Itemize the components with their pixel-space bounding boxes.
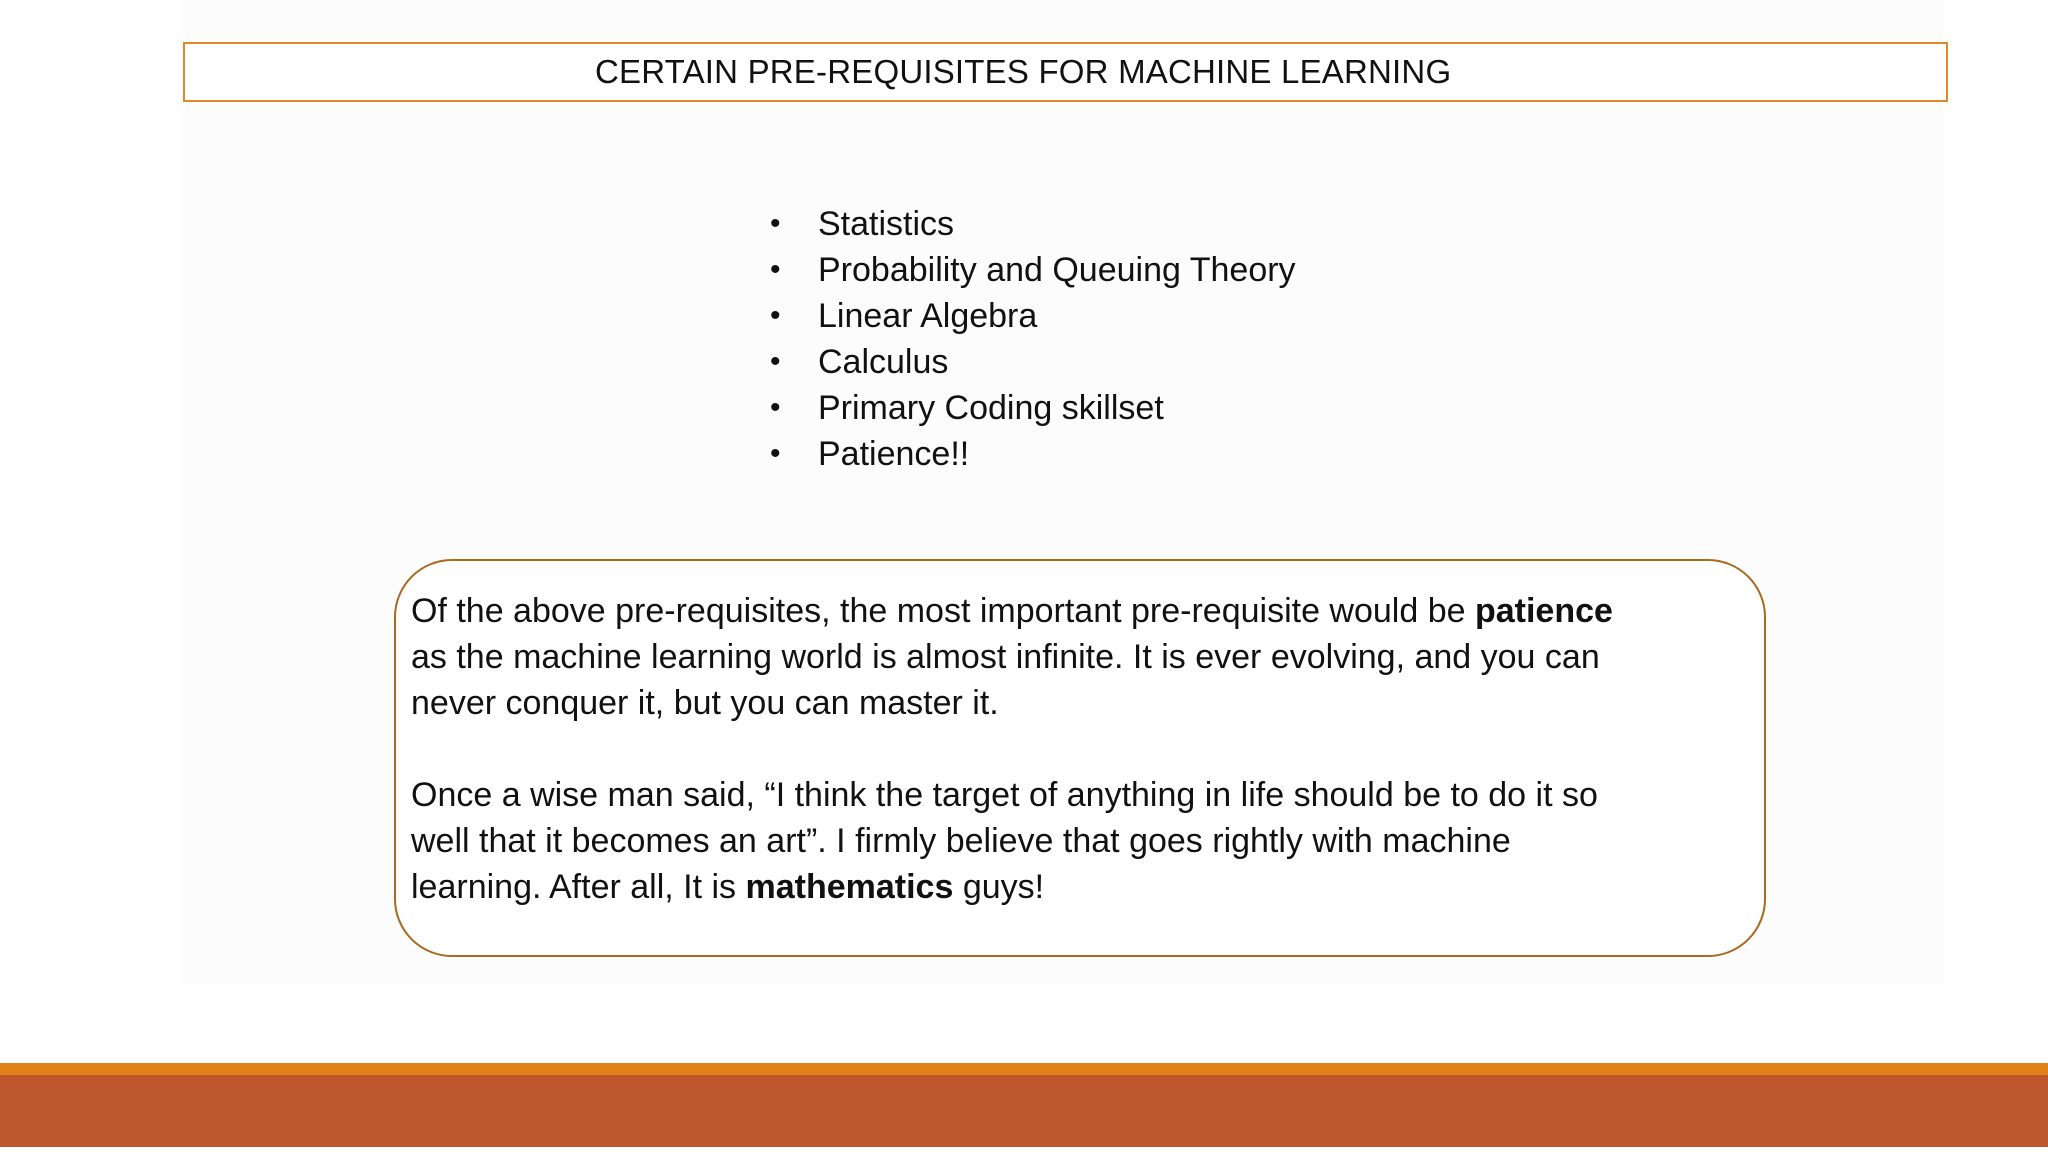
callout-text — [411, 588, 1741, 910]
list-item: • Primary Coding skillset — [770, 385, 1296, 431]
callout-line — [411, 864, 1741, 910]
paragraph-gap — [411, 726, 1741, 772]
slide-title: CERTAIN PRE-REQUISITES FOR MACHINE LEARNING — [595, 53, 1452, 90]
callout-line: Once a wise man said, “I think the target of anything in life should be to do it so — [411, 776, 1598, 814]
callout-line-text: Of the above pre-requisites, the most important pre-requisite would be — [411, 592, 1475, 630]
title-box — [183, 42, 1948, 102]
callout-line: as the machine learning world is almost infinite. It is ever evolving, and you can — [411, 638, 1600, 676]
callout-line: well that it becomes an art”. I firmly believe that goes rightly with machine — [411, 822, 1511, 860]
callout-box — [394, 559, 1766, 957]
emphasis-mathematics: mathematics — [745, 868, 954, 906]
footer-band — [0, 1075, 2048, 1147]
emphasis-patience: patience — [1474, 592, 1613, 630]
list-item: • Statistics — [770, 201, 1296, 247]
callout-line: never conquer it, but you can master it. — [411, 684, 999, 722]
callout-line-text: guys! — [953, 868, 1045, 906]
list-item: • Linear Algebra — [770, 293, 1296, 339]
list-item: • Calculus — [770, 339, 1296, 385]
callout-line-text: learning. After all, It is — [411, 868, 746, 906]
list-item: • Patience!! — [770, 431, 1296, 477]
list-item: • Probability and Queuing Theory — [770, 247, 1296, 293]
prerequisites-list — [770, 201, 1296, 477]
footer-accent-stripe — [0, 1063, 2048, 1075]
callout-line — [411, 588, 1741, 634]
